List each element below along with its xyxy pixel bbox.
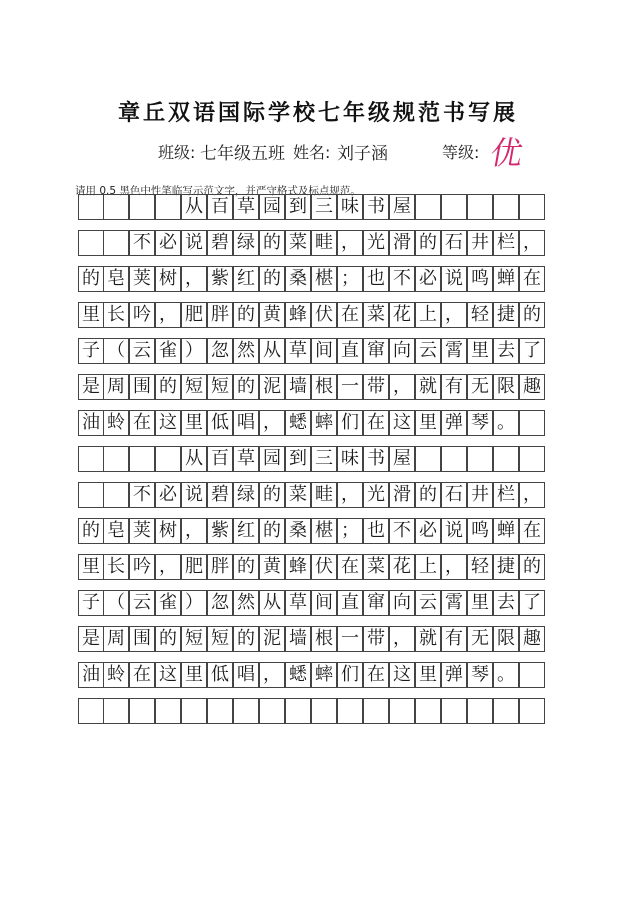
grid-cell: 必 [155,482,181,508]
grid-cell: 了 [519,590,545,616]
grid-cell [415,194,441,220]
grid-cell: 直 [337,338,363,364]
grid-cell: 霄 [441,338,467,364]
grid-cell: 说 [441,518,467,544]
grid-cell [103,230,129,256]
grid-cell: ， [155,302,181,328]
grid-cell: 菜 [285,230,311,256]
grid-cell: 里 [467,338,493,364]
grid-cell: 里 [415,410,441,436]
grid-cell: 忽 [207,590,233,616]
grid-cell: 泥 [259,626,285,652]
grid-cell: 碧 [207,230,233,256]
grid-cell: 周 [103,626,129,652]
grid-cell: 的 [78,266,104,292]
grid-cell: 胖 [207,554,233,580]
grid-cell [103,194,129,220]
grid-cell: 园 [259,194,285,220]
grid-cell: 然 [233,338,259,364]
grid-cell: 的 [259,230,285,256]
grid-cell: 的 [415,230,441,256]
grid-cell [78,482,104,508]
grid-cell: 捷 [493,554,519,580]
grid-cell: 琴 [467,662,493,688]
grid-cell: 树 [155,266,181,292]
grid-cell: 光 [363,482,389,508]
grid-cell: 雀 [155,338,181,364]
grid-cell [467,698,493,724]
grid-cell: 不 [389,518,415,544]
grid-cell: 屋 [389,446,415,472]
grid-cell: 这 [155,662,181,688]
grid-cell: 唱 [233,410,259,436]
grid-cell [493,698,519,724]
grid-cell: 了 [519,338,545,364]
grid-cell: 说 [181,230,207,256]
grid-cell: ； [337,518,363,544]
grid-cell: 无 [467,626,493,652]
grid-cell: ， [389,374,415,400]
grid-cell: 胖 [207,302,233,328]
grid-cell: 椹 [311,518,337,544]
grid-cell: 百 [207,194,233,220]
grid-cell: 里 [181,662,207,688]
grid-cell: 里 [467,590,493,616]
grid-cell: 窜 [363,590,389,616]
grid-cell: 低 [207,662,233,688]
grid-cell: 绿 [233,482,259,508]
grid-cell: 红 [233,518,259,544]
grid-cell: 的 [233,374,259,400]
grid-cell: 说 [181,482,207,508]
page-title: 章丘双语国际学校七年级规范书写展 [117,101,518,126]
grid-cell [181,698,207,724]
grid-cell: 是 [78,374,104,400]
grid-cell: 上 [415,302,441,328]
grid-cell [155,446,181,472]
grid-cell [129,194,155,220]
grid-cell: 在 [363,410,389,436]
grid-cell: 说 [441,266,467,292]
grid-cell: 捷 [493,302,519,328]
grid-cell: 鸣 [467,266,493,292]
grid-cell: 草 [285,338,311,364]
grid-cell: 无 [467,374,493,400]
grid-cell: 在 [129,662,155,688]
grid-cell: 雀 [155,590,181,616]
grid-cell: 屋 [389,194,415,220]
grid-cell: 也 [363,266,389,292]
grid-cell: 栏 [493,482,519,508]
grid-cell: 红 [233,266,259,292]
grid-cell [103,698,129,724]
grid-cell [103,446,129,472]
grid-cell: 的 [259,482,285,508]
grid-cell: 必 [415,266,441,292]
grid-cell: ， [155,554,181,580]
grid-cell: 味 [337,194,363,220]
grid-cell: ； [337,266,363,292]
grid-cell: 霄 [441,590,467,616]
grid-cell: 琴 [467,410,493,436]
grid-cell: 间 [311,590,337,616]
grid-cell: 草 [233,446,259,472]
grid-cell: 花 [389,554,415,580]
writing-grid [78,194,546,724]
grid-cell: 的 [519,302,545,328]
grid-cell [78,194,104,220]
grid-cell: 从 [259,590,285,616]
grid-cell: 蝉 [493,518,519,544]
grid-cell: 趣 [519,374,545,400]
grid-cell [78,230,104,256]
grid-cell: （ [103,338,129,364]
grid-cell: 不 [129,482,155,508]
grid-cell: 直 [337,590,363,616]
grid-cell [493,446,519,472]
grid-cell [441,698,467,724]
grid-cell: ， [519,482,545,508]
grid-cell [363,698,389,724]
grid-cell: 井 [467,230,493,256]
grid-cell: 带 [363,626,389,652]
class-value: 七年级五班 [200,144,285,164]
grid-cell: 有 [441,374,467,400]
grid-cell: 吟 [129,554,155,580]
grid-cell: 云 [129,338,155,364]
grid-cell: 菜 [363,302,389,328]
grid-cell [78,446,104,472]
grid-cell: 三 [311,194,337,220]
grid-cell: 蛉 [103,410,129,436]
grid-cell [415,446,441,472]
grid-cell: 不 [129,230,155,256]
grid-cell: ， [337,482,363,508]
grade-label: 等级: [442,143,480,162]
grid-cell: 轻 [467,554,493,580]
grid-cell: 在 [129,410,155,436]
grid-cell: 百 [207,446,233,472]
grid-cell: 绿 [233,230,259,256]
grid-cell: 鸣 [467,518,493,544]
grid-cell [285,698,311,724]
grid-cell: 这 [389,662,415,688]
grid-cell: 紫 [207,518,233,544]
grid-cell: 蟋 [285,662,311,688]
grid-cell: 墙 [285,626,311,652]
grid-cell: 畦 [311,230,337,256]
grid-cell: 低 [207,410,233,436]
grid-cell: 就 [415,374,441,400]
grid-cell: 一 [337,626,363,652]
grid-cell [311,698,337,724]
grid-cell [415,698,441,724]
grid-cell: 伏 [311,554,337,580]
grid-cell: 云 [129,590,155,616]
instruction-text: 请用 0.5 黑色中性笔临写示范文字，并严守格式及标点规范。 [75,185,361,197]
grid-cell: 。 [493,410,519,436]
grid-cell [467,194,493,220]
grid-cell: 皂 [103,518,129,544]
grid-cell: 轻 [467,302,493,328]
grid-cell: ， [181,518,207,544]
grid-cell: 菜 [285,482,311,508]
grid-cell: 里 [78,302,104,328]
grid-cell: 们 [337,410,363,436]
grid-cell: 长 [103,302,129,328]
grid-cell: ， [441,554,467,580]
grid-cell: 去 [493,338,519,364]
grid-cell: 书 [363,446,389,472]
grid-cell: 在 [519,266,545,292]
grid-cell [467,446,493,472]
grid-cell [129,698,155,724]
grid-cell: 这 [389,410,415,436]
grid-cell: 到 [285,194,311,220]
grid-cell: 也 [363,518,389,544]
grid-cell: 蛉 [103,662,129,688]
grid-cell: 短 [207,626,233,652]
grid-cell [129,446,155,472]
grid-cell: 桑 [285,266,311,292]
grid-cell: 从 [259,338,285,364]
grid-cell: 石 [441,482,467,508]
grid-cell [519,662,545,688]
grid-cell: 蜂 [285,302,311,328]
grid-cell [155,698,181,724]
grid-cell: 云 [415,338,441,364]
grid-cell: 就 [415,626,441,652]
grid-cell: 从 [181,446,207,472]
grid-cell: 栏 [493,230,519,256]
grid-cell: （ [103,590,129,616]
grid-cell: 弹 [441,662,467,688]
grid-cell: 蟀 [311,662,337,688]
grid-cell: 黄 [259,302,285,328]
grid-cell: 三 [311,446,337,472]
grid-cell: 忽 [207,338,233,364]
grid-cell: 们 [337,662,363,688]
grid-cell [519,446,545,472]
grid-cell: 向 [389,338,415,364]
grid-cell: 间 [311,338,337,364]
grid-cell: 趣 [519,626,545,652]
grid-cell: 的 [233,554,259,580]
grid-cell [233,698,259,724]
grid-cell: 里 [181,410,207,436]
grid-cell: 到 [285,446,311,472]
grid-cell: ， [337,230,363,256]
grid-cell [441,194,467,220]
grid-cell: ， [441,302,467,328]
grid-cell: 云 [415,590,441,616]
grid-cell: 的 [233,626,259,652]
grid-cell: ， [181,266,207,292]
grid-cell: 窜 [363,338,389,364]
grid-cell: 滑 [389,482,415,508]
grid-cell: 去 [493,590,519,616]
grid-cell: 碧 [207,482,233,508]
grid-cell: 油 [78,410,104,436]
grid-cell: 墙 [285,374,311,400]
grid-cell: 井 [467,482,493,508]
grid-cell: 伏 [311,302,337,328]
grid-cell: 短 [207,374,233,400]
grid-cell: 围 [129,374,155,400]
grid-cell: 在 [363,662,389,688]
grid-cell: 草 [285,590,311,616]
grid-cell: 蟋 [285,410,311,436]
grid-cell: 石 [441,230,467,256]
grid-cell: 在 [519,518,545,544]
grid-cell: 限 [493,626,519,652]
grid-cell: 子 [78,338,104,364]
grid-cell: 树 [155,518,181,544]
grid-cell: 是 [78,626,104,652]
grid-cell [155,194,181,220]
grid-cell: 子 [78,590,104,616]
grid-cell: 不 [389,266,415,292]
grid-cell: 的 [519,554,545,580]
grid-cell: 滑 [389,230,415,256]
grid-cell: 光 [363,230,389,256]
grid-cell: 油 [78,662,104,688]
grid-cell [519,194,545,220]
grid-cell: 里 [415,662,441,688]
grid-cell: 黄 [259,554,285,580]
grid-cell: 吟 [129,302,155,328]
grid-cell: 蜂 [285,554,311,580]
grid-cell [519,698,545,724]
grid-cell: 一 [337,374,363,400]
grid-cell: 的 [259,266,285,292]
grid-cell: ， [259,662,285,688]
grid-cell: 味 [337,446,363,472]
grid-cell: 的 [415,482,441,508]
grid-cell: 带 [363,374,389,400]
grid-cell: ） [181,338,207,364]
grid-cell: 书 [363,194,389,220]
name-label: 姓名: [293,143,331,162]
class-label: 班级: [158,143,196,162]
grid-cell [78,698,104,724]
grid-cell: 必 [415,518,441,544]
grid-cell: 向 [389,590,415,616]
grid-cell: 。 [493,662,519,688]
grid-cell: 弹 [441,410,467,436]
grid-cell [441,446,467,472]
grid-cell: 草 [233,194,259,220]
grid-cell: 菜 [363,554,389,580]
name-value: 刘子涵 [337,144,388,164]
grid-cell: 有 [441,626,467,652]
grid-cell: 限 [493,374,519,400]
grid-cell: ， [259,410,285,436]
grid-cell: 肥 [181,554,207,580]
grid-cell: 的 [155,626,181,652]
grid-cell: 畦 [311,482,337,508]
grid-cell: 围 [129,626,155,652]
grid-cell: 蝉 [493,266,519,292]
grid-cell: 的 [259,518,285,544]
grade-value: 优 [487,134,527,172]
grid-cell [207,698,233,724]
grid-cell: 唱 [233,662,259,688]
grid-cell: 花 [389,302,415,328]
grid-cell: 泥 [259,374,285,400]
grid-cell: 的 [233,302,259,328]
grid-cell [259,698,285,724]
grid-cell: 肥 [181,302,207,328]
grid-cell: 椹 [311,266,337,292]
grid-cell: 短 [181,374,207,400]
grid-cell: 然 [233,590,259,616]
grid-cell: 必 [155,230,181,256]
grid-cell: 荚 [129,518,155,544]
grid-cell [337,698,363,724]
grid-cell: 根 [311,626,337,652]
grid-cell: 蟀 [311,410,337,436]
grid-cell: 长 [103,554,129,580]
grid-cell: 桑 [285,518,311,544]
grid-cell: 短 [181,626,207,652]
grid-cell [493,194,519,220]
grid-cell: ） [181,590,207,616]
grid-cell: 荚 [129,266,155,292]
grid-cell: 的 [78,518,104,544]
grid-cell: 的 [155,374,181,400]
grid-cell: 上 [415,554,441,580]
grid-cell: 在 [337,302,363,328]
grid-cell: 里 [78,554,104,580]
grid-cell: 皂 [103,266,129,292]
grid-cell [389,698,415,724]
grid-cell: 在 [337,554,363,580]
grid-cell: 紫 [207,266,233,292]
grid-cell: 从 [181,194,207,220]
grid-cell [103,482,129,508]
grid-cell: ， [389,626,415,652]
grid-cell: ， [519,230,545,256]
grid-cell: 根 [311,374,337,400]
grid-cell [519,410,545,436]
grid-cell: 周 [103,374,129,400]
grid-cell: 园 [259,446,285,472]
grid-cell: 这 [155,410,181,436]
